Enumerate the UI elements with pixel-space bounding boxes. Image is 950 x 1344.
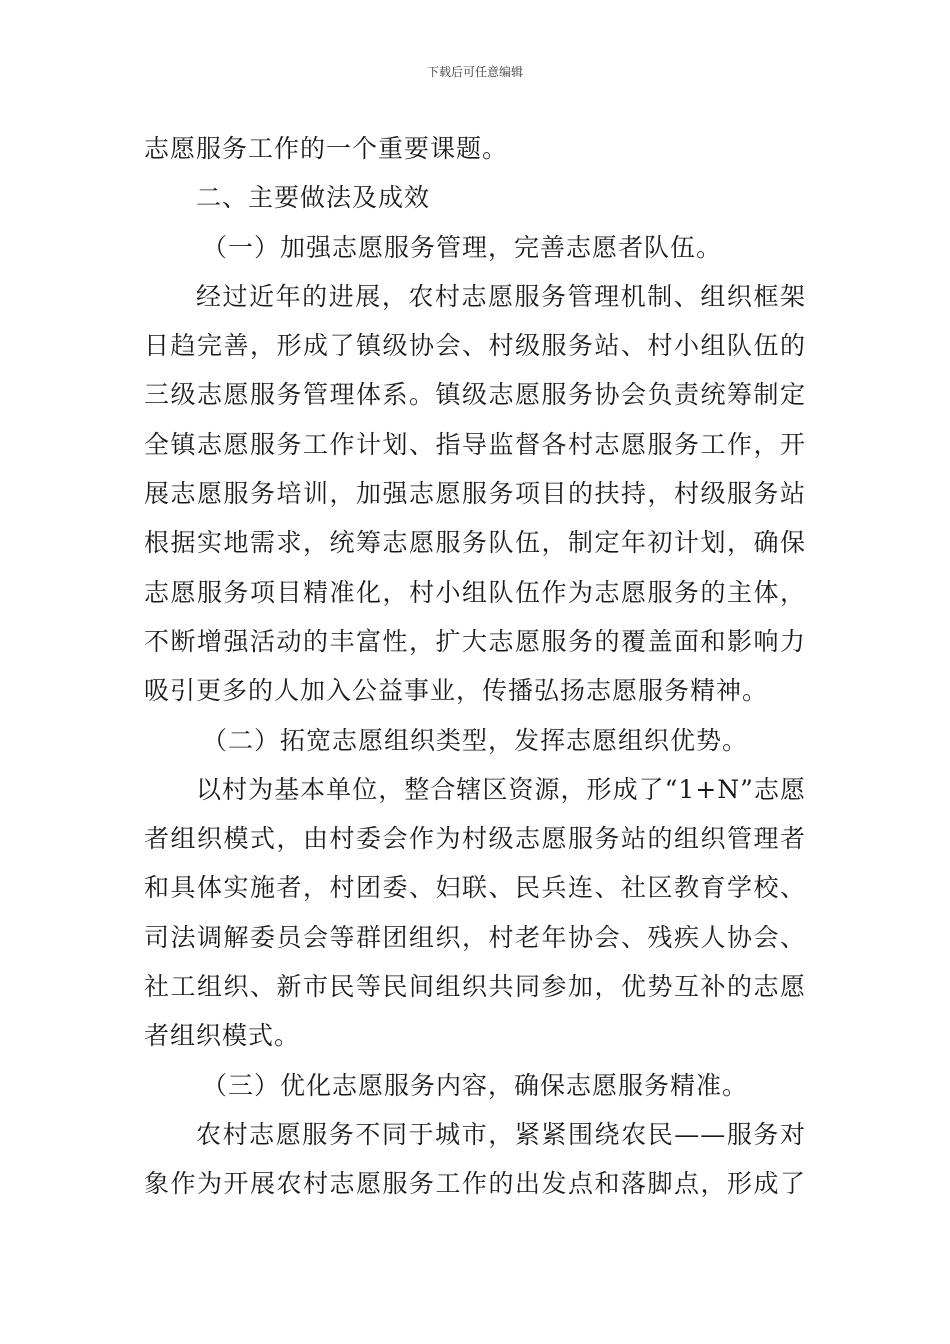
section-heading: 二、主要做法及成效 — [196, 183, 431, 213]
text-line: 和具体实施者，村团委、妇联、民兵连、社区教育学校、 — [144, 873, 806, 903]
text-line: 三级志愿服务管理体系。镇级志愿服务协会负责统筹制定 — [144, 380, 806, 410]
text-line: 展志愿服务培训，加强志愿服务项目的扶持，村级服务站 — [144, 479, 806, 509]
document-body — [144, 124, 806, 1209]
subsection-heading: （一）加强志愿服务管理，完善志愿者队伍。 — [202, 232, 723, 262]
paragraph-first-line: 经过近年的进展，农村志愿服务管理机制、组织框架 — [196, 281, 806, 311]
text-line: 根据实地需求，统筹志愿服务队伍，制定年初计划，确保 — [144, 528, 806, 558]
subsection-heading: （二）拓宽志愿组织类型，发挥志愿组织优势。 — [202, 725, 749, 755]
text-line: 志愿服务工作的一个重要课题。 — [144, 134, 509, 163]
text-line: 不断增强活动的丰富性，扩大志愿服务的覆盖面和影响力 — [144, 626, 806, 656]
text-line: 者组织模式，由村委会作为村级志愿服务站的组织管理者 — [144, 824, 806, 854]
text-line: 者组织模式。 — [144, 1021, 301, 1051]
paragraph-first-line: 农村志愿服务不同于城市，紧紧围绕农民——服务对 — [196, 1119, 806, 1149]
text-line: 志愿服务项目精准化，村小组队伍作为志愿服务的主体， — [144, 577, 806, 607]
text-line: 司法调解委员会等群团组织，村老年协会、残疾人协会、 — [144, 922, 806, 952]
subsection-heading: （三）优化志愿服务内容，确保志愿服务精准。 — [202, 1070, 749, 1100]
paragraph-first-line: 以村为基本单位，整合辖区资源，形成了“1+N”志愿 — [196, 774, 806, 804]
text-line: 日趋完善，形成了镇级协会、村级服务站、村小组队伍的 — [144, 331, 806, 361]
page-header: 下载后可任意编辑 — [426, 65, 523, 79]
text-line: 象作为开展农村志愿服务工作的出发点和落脚点，形成了 — [144, 1169, 806, 1199]
text-line: 社工组织、新市民等民间组织共同参加，优势互补的志愿 — [144, 972, 806, 1002]
text-line: 吸引更多的人加入公益事业，传播弘扬志愿服务精神。 — [144, 676, 769, 706]
text-line: 全镇志愿服务工作计划、指导监督各村志愿服务工作，开 — [144, 429, 806, 459]
